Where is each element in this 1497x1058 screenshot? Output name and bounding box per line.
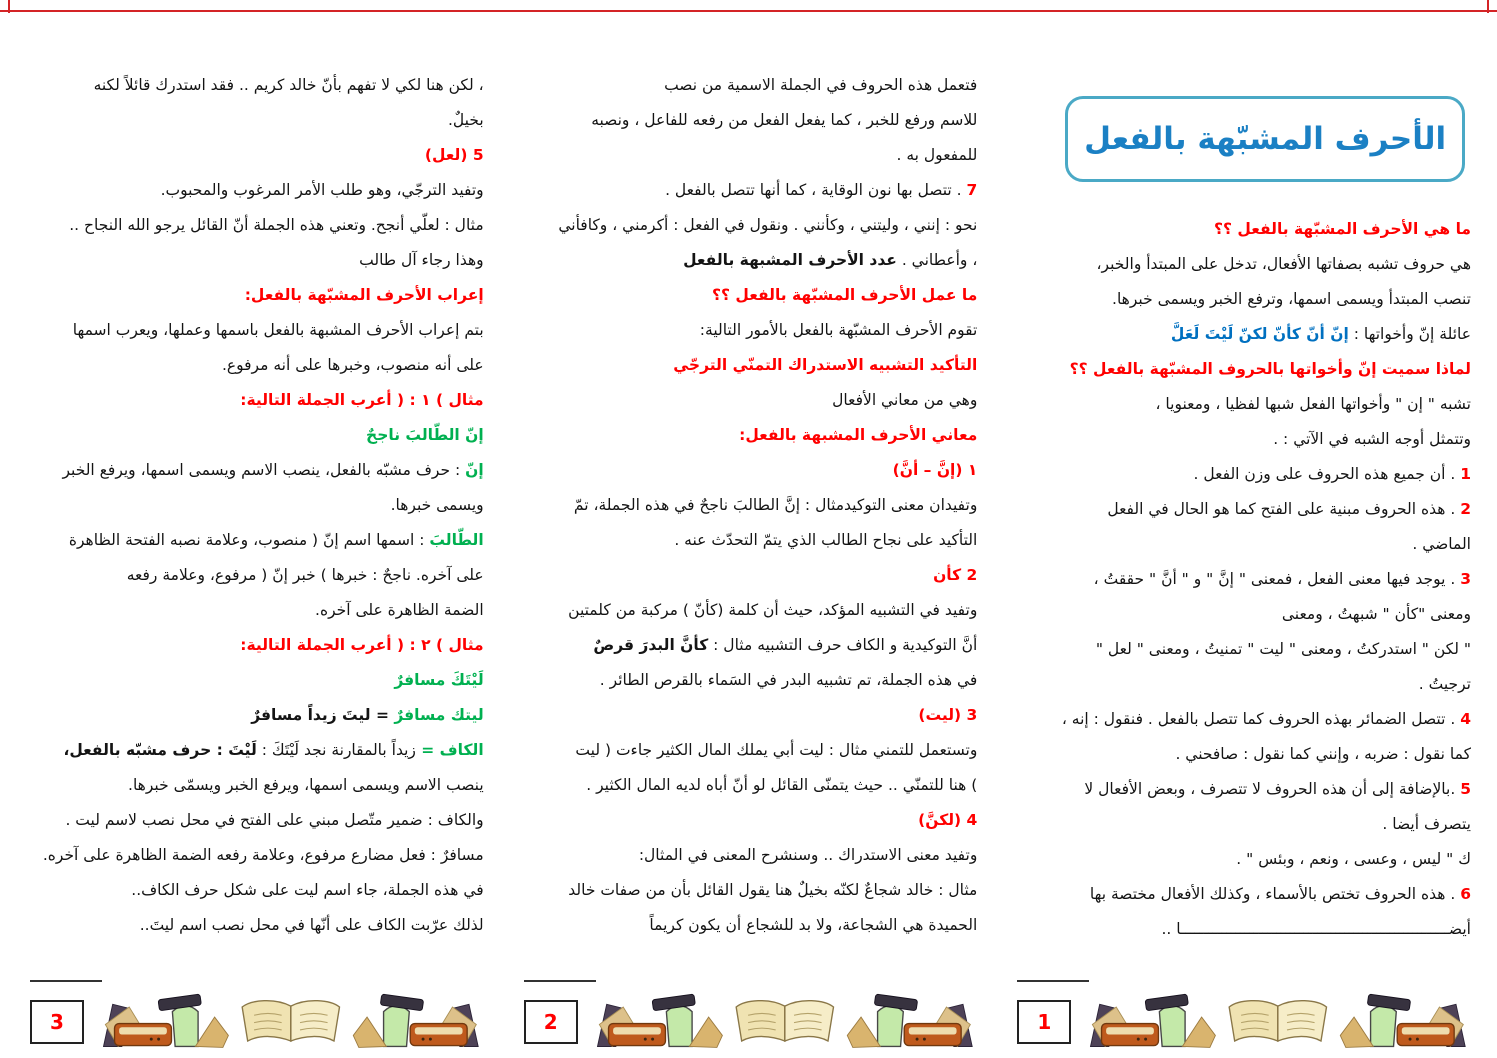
text-line (30, 768, 484, 803)
text-line (1017, 807, 1471, 842)
text-span: فتعمل هذه الحروف في الجملة الاسمية من نصب (664, 76, 978, 94)
text-line (30, 523, 484, 558)
text-span: بتم إعراب الأحرف المشبهة بالفعل باسمها وعملها، ويعرب اسمها (72, 321, 484, 339)
text-line (524, 173, 978, 208)
text-span: ١ (إنَّ – أنَّ) (892, 461, 978, 479)
text-span: ) هنا للتمنّي .. حيث يتمنّى القائل لو أنّ أباه لديه المال الكثير . (586, 776, 978, 794)
text-line (524, 908, 978, 943)
text-span: . تتصل الضمائر بهذه الحروف كما تتصل بالفعل . فنقول : إنه ، (1061, 710, 1461, 728)
text-line (524, 663, 978, 698)
footnote-separator-line (30, 980, 102, 982)
text-span: وهذا رجاء آل طالب (359, 251, 484, 269)
text-line (1017, 597, 1471, 632)
text-line (1017, 527, 1471, 562)
text-span: 2 كأن (933, 566, 978, 584)
text-line (524, 453, 978, 488)
text-line (1017, 667, 1471, 702)
text-line (30, 803, 484, 838)
text-span: تنصب المبتدأ ويسمى اسمها، وترفع الخبر ويسمى خبرها. (1112, 290, 1471, 308)
text-span: الحميدة هي الشجاعة، ولا بد للشجاع أن يكون كريماً (649, 916, 978, 934)
text-line (1017, 772, 1471, 807)
text-line (524, 68, 978, 103)
text-span: ، وأعطاني . (896, 251, 978, 269)
text-line (30, 208, 484, 243)
open-book-icon (1229, 1001, 1326, 1041)
text-span: وتفيد الترجّي، وهو طلب الأمر المرغوب والمحبوب. (160, 181, 484, 199)
text-line (30, 873, 484, 908)
text-span: مثال : خالد شجاعٌ لكنّه بخيلٌ هنا يقول القائل بأن من صفات خالد (568, 881, 978, 899)
page-number-box (1017, 1000, 1071, 1044)
text-span: وتفيد في التشبيه المؤكد، حيث أن كلمة (كأنّ ) مركبة من كلمتين (568, 601, 978, 619)
text-line (1017, 492, 1471, 527)
footnote-separator-line (524, 980, 596, 982)
books-decoration-image (1085, 990, 1471, 1052)
books-decoration-image (98, 990, 484, 1052)
text-span: ليتك مسافرٌ (394, 706, 484, 724)
text-line (1017, 457, 1471, 492)
text-span: وتفيد معنى الاستدراك .. وسنشرح المعنى في المثال: (638, 846, 978, 864)
column-page-1 (1017, 56, 1471, 1058)
text-lines (30, 68, 484, 943)
text-span: التأكيد التشبيه الاستدراك التمنّي الترجّي (673, 356, 978, 374)
text-span: وتفيدان معنى التوكيدمثال : إنَّ الطالبَ ناجحٌ في هذه الجملة، تمّ (573, 496, 978, 514)
text-line (1017, 387, 1471, 422)
text-span: كما نقول : ضربه ، وإنني كما نقول : صافحني . (1175, 745, 1471, 763)
text-span: زيداً بالمقارنة نجد لَيْتَكَ : (256, 741, 416, 759)
page-number: 2 (543, 1010, 558, 1034)
text-line (524, 733, 978, 768)
text-span: يتصرف أيضا . (1382, 815, 1471, 833)
text-span: مثال ) ١ : ( أعرب الجملة التالية: (240, 391, 484, 409)
text-line (524, 698, 978, 733)
text-line (30, 488, 484, 523)
text-span: إعراب الأحرف المشبّهة بالفعل: (244, 286, 484, 304)
page-number: 3 (50, 1010, 64, 1034)
text-line (524, 383, 978, 418)
text-line (524, 348, 978, 383)
text-line (30, 628, 484, 663)
text-line (524, 243, 978, 278)
text-span: ، لكن هنا لكي لا تفهم بأنّ خالد كريم .. فقد استدرك قائلاً لكنه (93, 76, 484, 94)
text-span: أيضـــــــــــــــــــــــــــــــــــــــــــــــــــــــــــا .. (1161, 920, 1471, 938)
text-span: 6 (1460, 885, 1471, 903)
text-line (30, 453, 484, 488)
text-span: الضمة الظاهرة على آخره. (315, 601, 484, 619)
text-line (524, 558, 978, 593)
text-line (524, 278, 978, 313)
books-decoration-image (592, 990, 978, 1052)
text-span: = ليتَ زيداً مسافرٌ (251, 706, 395, 724)
text-line (524, 803, 978, 838)
text-line (524, 768, 978, 803)
text-line (524, 628, 978, 663)
text-span: ما هي الأحرف المشبّهة بالفعل ؟؟ (1214, 220, 1471, 238)
text-line (524, 313, 978, 348)
text-line (524, 418, 978, 453)
text-line (30, 838, 484, 873)
text-lines (1017, 212, 1471, 947)
text-span: الكاف = (415, 741, 484, 759)
text-span: في هذه الجملة، تم تشبيه البدر في السَماء بالقرص الطائر . (599, 671, 978, 689)
text-span: تقوم الأحرف المشبّهة بالفعل بالأمور التالية: (699, 321, 978, 339)
text-span: إنّ أنّ كأنّ لكنّ لَيْتَ لَعَلَّ (1170, 325, 1349, 343)
text-line (1017, 737, 1471, 772)
text-span: 4 (1460, 710, 1471, 728)
text-span: على أنه منصوب، وخبرها على أنه مرفوع. (221, 356, 484, 374)
text-span: على آخره. ناجحٌ : خبرها ) خبر إنّ ( مرفوع، وعلامة رفعه (126, 566, 484, 584)
text-line (30, 68, 484, 103)
text-span: 3 (1460, 570, 1471, 588)
text-line (1017, 562, 1471, 597)
text-span: . تتصل بها نون الوقاية ، كما أنها تتصل بالفعل . (665, 181, 967, 199)
text-line (524, 138, 978, 173)
text-line (1017, 212, 1471, 247)
text-span: إنّ (465, 461, 484, 479)
footer-row (524, 990, 978, 1052)
text-span: والكاف : ضمير متّصل مبني على الفتح في محل نصب لاسم ليت . (65, 811, 484, 829)
text-line (1017, 352, 1471, 387)
text-span: معاني الأحرف المشبهة بالفعل: (739, 426, 978, 444)
text-span: بخيلٌ. (447, 111, 484, 129)
text-span: كأنَّ البدرَ قرصٌ (593, 636, 709, 654)
column-page-3 (30, 56, 484, 1058)
text-span: لَيْتَ : حرف مشبّه بالفعل، (63, 741, 257, 759)
column-footer (1017, 980, 1471, 1052)
text-span: مثال : لعلّي أنجح. وتعني هذه الجملة أنّ القائل يرجو الله النجاح .. (69, 216, 484, 234)
text-line (1017, 422, 1471, 457)
text-span: ما عمل الأحرف المشبّهة بالفعل ؟؟ (712, 286, 978, 304)
text-span: عائلة إنّ وأخواتها : (1348, 325, 1471, 343)
open-book-icon (736, 1001, 833, 1041)
text-line (524, 838, 978, 873)
text-line (524, 873, 978, 908)
text-line (30, 663, 484, 698)
text-span: هي حروف تشبه بصفاتها الأفعال، تدخل على المبتدأ والخبر، (1096, 255, 1471, 273)
text-span: ترجيتُ . (1418, 675, 1471, 693)
text-span: . هذه الحروف مبنية على الفتح كما هو الحال في الفعل (1107, 500, 1461, 518)
text-span: مثال ) ٢ : ( أعرب الجملة التالية: (240, 636, 484, 654)
text-line (1017, 842, 1471, 877)
text-line (524, 488, 978, 523)
text-line (30, 383, 484, 418)
footer-row (1017, 990, 1471, 1052)
text-lines (524, 68, 978, 943)
document-title: الأحرف المشبّهة بالفعل (1084, 121, 1447, 157)
text-span: . هذه الحروف تختص بالأسماء ، وكذلك الأفعال مختصة بها (1089, 885, 1461, 903)
text-line (1017, 912, 1471, 947)
text-line (30, 313, 484, 348)
text-line (1017, 317, 1471, 352)
text-span: 5 (لعل) (424, 146, 484, 164)
text-span: 2 (1460, 500, 1471, 518)
text-line (524, 208, 978, 243)
text-span: لَيْتَكَ مسافرٌ (394, 671, 484, 689)
text-line (1017, 247, 1471, 282)
text-line (1017, 877, 1471, 912)
text-span: وتستعمل للتمني مثال : ليت أبي يملك المال الكثير جاءت ( ليت (575, 741, 978, 759)
text-span: 4 (لكنَّ) (918, 811, 978, 829)
text-span: أنَّ التوكيدية و الكاف حرف التشبيه مثال : (708, 636, 978, 654)
text-line (524, 523, 978, 558)
text-line (30, 103, 484, 138)
text-line (30, 278, 484, 313)
column-page-2 (524, 56, 978, 1058)
column-footer (30, 980, 484, 1052)
text-span: لذلك عرّبت الكاف على أنّها في محل نصب اسم ليتَ.. (139, 916, 484, 934)
text-span: تشبه " إن " وأخواتها الفعل شبها لفظيا ، ومعنويا ، (1155, 395, 1471, 413)
text-span: ك " ليس ، وعسى ، ونعم ، وبئس " . (1236, 850, 1471, 868)
text-line (30, 558, 484, 593)
text-line (30, 908, 484, 943)
text-span: لماذا سميت إنّ وأخواتها بالحروف المشبّهة بالفعل ؟؟ (1069, 360, 1471, 378)
text-span: ومعنى "كأن " شبهتُ ، ومعنى (1281, 605, 1471, 623)
text-span: . يوجد فيها معنى الفعل ، فمعنى " إنَّ " و " أنَّ " حققتُ ، (1093, 570, 1461, 588)
column-footer (524, 980, 978, 1052)
text-span: 5 (1460, 780, 1471, 798)
text-span: في هذه الجملة، جاء اسم ليت على شكل حرف الكاف.. (131, 881, 484, 899)
text-line (30, 138, 484, 173)
text-span: " لكن " استدركتُ ، ومعنى " ليت " تمنيتُ ، ومعنى " لعل " (1095, 640, 1471, 658)
text-span: الماضي . (1412, 535, 1471, 553)
text-span: إنّ الطّالبَ ناجحٌ (366, 426, 484, 444)
text-span: . أن جميع هذه الحروف على وزن الفعل . (1193, 465, 1461, 483)
text-line (30, 173, 484, 208)
text-line (30, 593, 484, 628)
text-span: نحو : إنني ، وليتني ، وكأنني . ونقول في الفعل : أكرمني ، وكافأني (558, 216, 978, 234)
text-span: ويسمى خبرها. (390, 496, 484, 514)
text-line (524, 593, 978, 628)
text-span: 3 (ليت) (918, 706, 978, 724)
page-number: 1 (1037, 1010, 1052, 1034)
text-span: مسافرٌ : فعل مضارع مرفوع، وعلامة رفعه الضمة الظاهرة على آخره. (42, 846, 484, 864)
title-box (1065, 96, 1465, 182)
text-line (1017, 282, 1471, 317)
text-span: الطّالبَ (429, 531, 484, 549)
text-span: ينصب الاسم ويسمى اسمها، ويرفع الخبر ويسمّى خبرها. (128, 776, 484, 794)
text-line (30, 348, 484, 383)
text-span: .بالإضافة إلى أن هذه الحروف لا تتصرف ، وبعض الأفعال لا (1084, 780, 1461, 798)
footer-row (30, 990, 484, 1052)
text-span: وتتمثل أوجه الشبه في الآتي : . (1273, 430, 1471, 448)
text-line (1017, 702, 1471, 737)
text-line (1017, 632, 1471, 667)
text-span: : حرف مشبّه بالفعل، ينصب الاسم ويسمى اسمها، ويرفع الخبر (62, 461, 466, 479)
text-span: 1 (1460, 465, 1471, 483)
text-span: التأكيد على نجاح الطالب الذي يتمّ التحدّث عنه . (674, 531, 978, 549)
text-span: عدد الأحرف المشبهة بالفعل (683, 251, 897, 269)
text-span: للاسم ورفع للخبر ، كما يفعل الفعل من رفعه للفاعل ، ونصبه (591, 111, 978, 129)
text-span: : اسمها اسم إنّ ( منصوب، وعلامة نصبه الفتحة الظاهرة (68, 531, 430, 549)
text-span: للمفعول به . (896, 146, 978, 164)
text-line (30, 418, 484, 453)
page-number-box (30, 1000, 84, 1044)
page-number-box (524, 1000, 578, 1044)
text-line (30, 698, 484, 733)
text-line (30, 733, 484, 768)
text-line (524, 103, 978, 138)
text-line (30, 243, 484, 278)
text-span: وهي من معاني الأفعال (832, 391, 978, 409)
text-span: 7 (966, 181, 978, 199)
footnote-separator-line (1017, 980, 1089, 982)
open-book-icon (242, 1001, 339, 1041)
